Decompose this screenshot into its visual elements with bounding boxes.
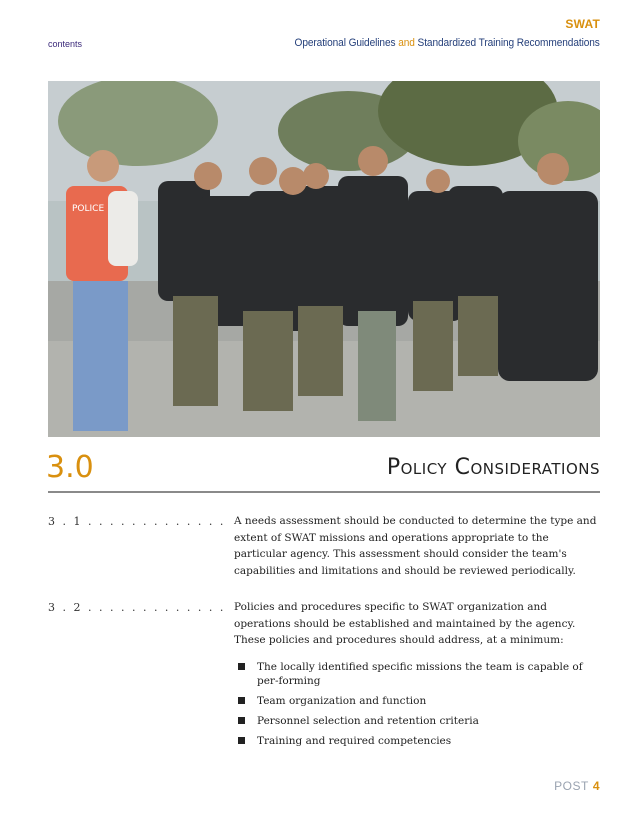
contents-link[interactable]: contents (48, 39, 83, 49)
list-item (234, 714, 600, 728)
subtitle-part1: Operational Guidelines (294, 37, 399, 49)
section-number: 3.0 (46, 450, 94, 485)
list-item (234, 660, 600, 688)
section-title: Policy Considerations (386, 455, 600, 480)
list-item-text: The locally identified specific missions the team is capable of per-forming (257, 661, 583, 687)
brand-title: SWAT (565, 17, 600, 31)
requirements-list (234, 660, 600, 754)
list-item-text: Personnel selection and retention criteria (257, 715, 479, 727)
page-footer (554, 779, 600, 793)
item-text-3-1: A needs assessment should be conducted to determine the type and extent of SWAT missions and operations appropriate to the particular agency. This assessment should consider the team's capabilities and limitations and should be reviewed periodically. (234, 515, 597, 577)
document-subtitle (295, 37, 600, 49)
bullet-square-icon (238, 697, 245, 704)
item-text-3-2: Policies and procedures specific to SWAT organization and operations should be established and maintained by the agency. These policies and procedures should address, at a minimum: (234, 601, 576, 646)
item-number-3-1: 3 . 1 . . . . . . . . . . . . . (48, 515, 226, 528)
subtitle-part2: Standardized Training Recommendations (415, 37, 600, 49)
bullet-square-icon (238, 737, 245, 744)
bullet-square-icon (238, 663, 245, 670)
list-item-text: Team organization and function (257, 695, 427, 707)
section-divider (48, 491, 600, 493)
vest-label: POLICE (72, 204, 105, 214)
list-item (234, 734, 600, 748)
footer-label: POST (554, 779, 589, 793)
page-number: 4 (592, 779, 600, 793)
list-item (234, 694, 600, 708)
list-item-text: Training and required competencies (257, 735, 452, 747)
bullet-square-icon (238, 717, 245, 724)
subtitle-and: and (398, 37, 416, 49)
swat-team-photo (48, 81, 600, 437)
item-number-3-2: 3 . 2 . . . . . . . . . . . . . (48, 601, 226, 614)
